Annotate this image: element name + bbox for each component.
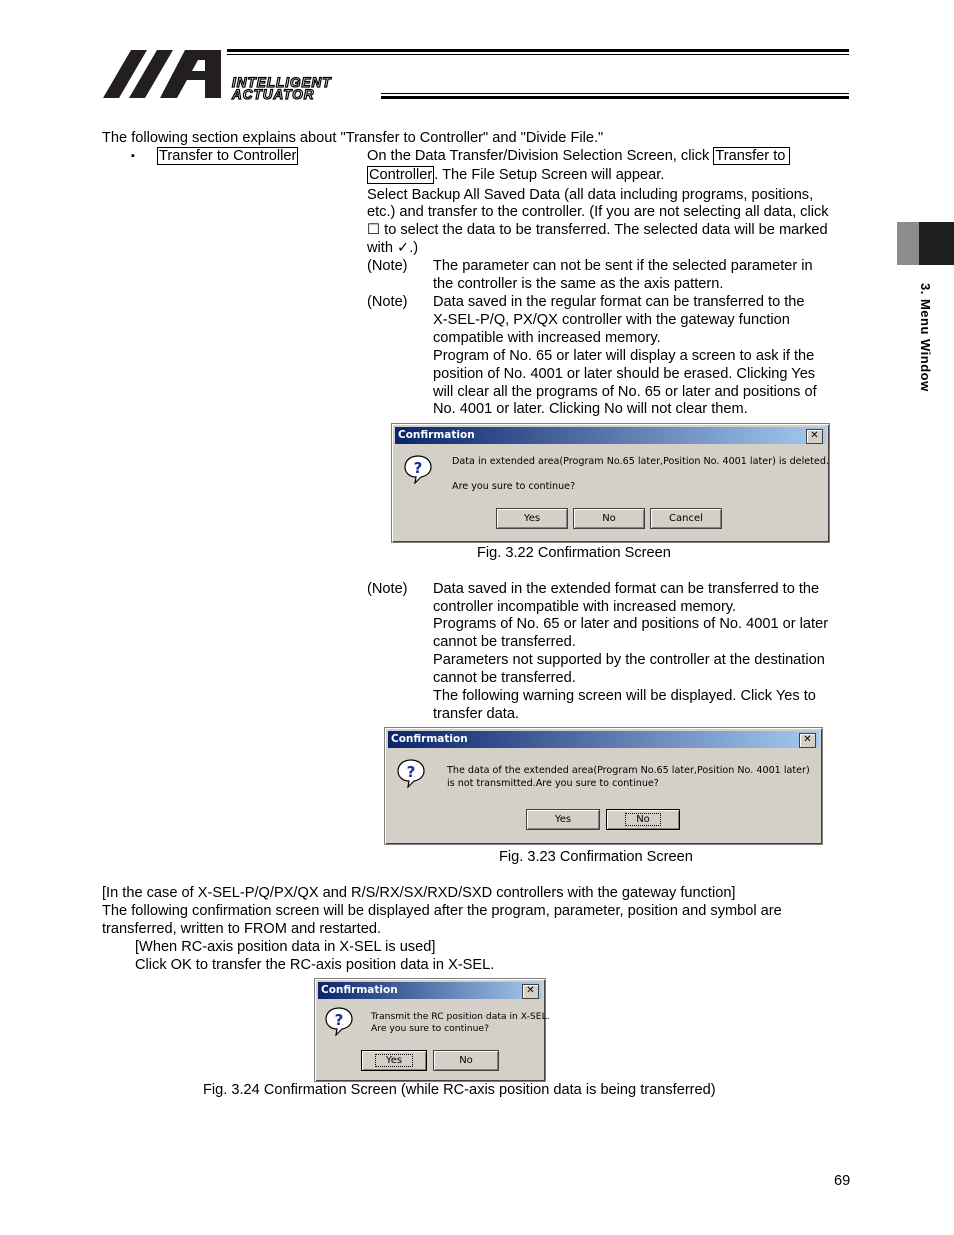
figure-caption: Fig. 3.23 Confirmation Screen bbox=[499, 849, 693, 865]
side-tab-marker-light bbox=[897, 222, 919, 265]
header-bottom-rule-thin bbox=[381, 93, 849, 94]
bullet-line-6: with ✓.) bbox=[367, 240, 419, 256]
gateway-subheading: [When RC-axis position data in X-SEL is used] bbox=[135, 939, 436, 955]
gateway-text: The following confirmation screen will be displayed after the program, parameter, position and symbol are bbox=[102, 903, 782, 919]
close-icon[interactable]: ✕ bbox=[806, 429, 823, 444]
dialog-message-line: Are you sure to continue? bbox=[452, 481, 576, 492]
svg-text:?: ? bbox=[334, 1011, 344, 1029]
logo-text-actuator: ACTUATOR bbox=[232, 87, 315, 102]
note3-line: The following warning screen will be displayed. Click Yes to bbox=[433, 688, 816, 704]
gateway-text: transferred, written to FROM and restarted. bbox=[102, 921, 382, 937]
bullet-term bbox=[157, 147, 298, 165]
dialog-message-line: Transmit the RC position data in X-SEL. bbox=[371, 1011, 550, 1022]
dialog-title: Confirmation bbox=[321, 984, 398, 996]
note2-line: will clear all the programs of No. 65 or later and positions of bbox=[433, 384, 817, 400]
iai-logo bbox=[103, 50, 227, 100]
dialog-message-line: is not transmitted.Are you sure to continue? bbox=[447, 778, 659, 789]
note2-line: position of No. 4001 or later should be erased. Clicking Yes bbox=[433, 366, 816, 382]
no-button[interactable]: No bbox=[433, 1050, 499, 1071]
bullet-line-2: Controller . The File Setup Screen will appear. bbox=[369, 167, 665, 183]
close-icon[interactable]: ✕ bbox=[522, 984, 539, 999]
side-tab-label: 3. Menu Window bbox=[918, 283, 933, 392]
cancel-button[interactable]: Cancel bbox=[650, 508, 722, 529]
question-icon bbox=[324, 1006, 354, 1036]
bullet-line-5: ☐ to select the data to be transferred. The selected data will be marked bbox=[367, 222, 828, 238]
question-icon bbox=[403, 454, 433, 484]
transfer-to-controller-button-ref: Transfer to bbox=[713, 147, 790, 165]
note3-line: cannot be transferred. bbox=[433, 670, 576, 686]
gateway-heading: [In the case of X-SEL-P/Q/PX/QX and R/S/RX/SX/RXD/SXD controllers with the gateway function] bbox=[102, 885, 736, 901]
note2-line: Program of No. 65 or later will display a screen to ask if the bbox=[433, 348, 815, 364]
dialog-message-line: Are you sure to continue? bbox=[371, 1023, 489, 1034]
header-top-rule-thin bbox=[227, 54, 849, 55]
controller-button-ref: Controller bbox=[369, 167, 433, 183]
note3-line: Parameters not supported by the controller at the destination bbox=[433, 652, 825, 668]
dialog-title-bar bbox=[395, 427, 826, 444]
question-icon bbox=[396, 758, 426, 788]
figure-caption: Fig. 3.24 Confirmation Screen (while RC-axis position data is being transferred) bbox=[203, 1082, 716, 1098]
note2-line: Data saved in the regular format can be transferred to the bbox=[433, 294, 805, 310]
svg-text:?: ? bbox=[413, 459, 423, 477]
note1-line: The parameter can not be sent if the selected parameter in bbox=[433, 258, 813, 274]
confirmation-dialog-1 bbox=[391, 423, 830, 543]
bullet-line-3: Select Backup All Saved Data (all data including programs, positions, bbox=[367, 187, 814, 203]
no-button[interactable]: No bbox=[606, 809, 680, 830]
note3-line: transfer data. bbox=[433, 706, 519, 722]
confirmation-dialog-2 bbox=[384, 727, 823, 845]
dialog-title: Confirmation bbox=[398, 429, 475, 441]
bullet-line-1: On the Data Transfer/Division Selection Screen, click Transfer to bbox=[367, 147, 790, 165]
svg-text:?: ? bbox=[406, 763, 416, 781]
note-label: (Note) bbox=[367, 294, 408, 310]
note3-line: Programs of No. 65 or later and positions of No. 4001 or later bbox=[433, 616, 829, 632]
intro-text: The following section explains about "Transfer to Controller" and "Divide File." bbox=[102, 130, 604, 146]
dialog-title-bar bbox=[388, 731, 819, 748]
figure-caption: Fig. 3.22 Confirmation Screen bbox=[477, 545, 671, 561]
note2-line: X-SEL-P/Q, PX/QX controller with the gateway function bbox=[433, 312, 790, 328]
note3-line: controller incompatible with increased memory. bbox=[433, 599, 737, 615]
bullet-line-4: etc.) and transfer to the controller. (If you are not selecting all data, click bbox=[367, 204, 829, 220]
logo-text-intelligent: INTELLIGENT bbox=[232, 75, 332, 90]
header-bottom-rule bbox=[381, 96, 849, 99]
note3-line: cannot be transferred. bbox=[433, 634, 576, 650]
yes-button[interactable]: Yes bbox=[496, 508, 568, 529]
no-button[interactable]: No bbox=[573, 508, 645, 529]
dialog-message-line: The data of the extended area(Program No.65 later,Position No. 4001 later) bbox=[447, 765, 810, 776]
gateway-subtext: Click OK to transfer the RC-axis position data in X-SEL. bbox=[135, 957, 495, 973]
note-label: (Note) bbox=[367, 581, 408, 597]
confirmation-dialog-3 bbox=[314, 978, 550, 1082]
yes-button[interactable]: Yes bbox=[526, 809, 600, 830]
note2-line: compatible with increased memory. bbox=[433, 330, 661, 346]
bullet-marker: ▪ bbox=[131, 150, 135, 162]
note2-line: No. 4001 or later. Clicking No will not clear them. bbox=[433, 401, 748, 417]
header-top-rule bbox=[227, 49, 849, 52]
yes-button[interactable]: Yes bbox=[361, 1050, 427, 1071]
page-number: 69 bbox=[834, 1173, 851, 1189]
note-label: (Note) bbox=[367, 258, 408, 274]
dialog-title-bar bbox=[318, 982, 542, 999]
transfer-to-controller-term: Transfer to Controller bbox=[159, 148, 297, 164]
close-icon[interactable]: ✕ bbox=[799, 733, 816, 748]
side-tab-marker-dark bbox=[919, 222, 954, 265]
dialog-title: Confirmation bbox=[391, 733, 468, 745]
dialog-message-line: Data in extended area(Program No.65 later,Position No. 4001 later) is deleted. bbox=[452, 456, 829, 467]
note1-line: the controller is the same as the axis pattern. bbox=[433, 276, 724, 292]
note3-line: Data saved in the extended format can be transferred to the bbox=[433, 581, 820, 597]
